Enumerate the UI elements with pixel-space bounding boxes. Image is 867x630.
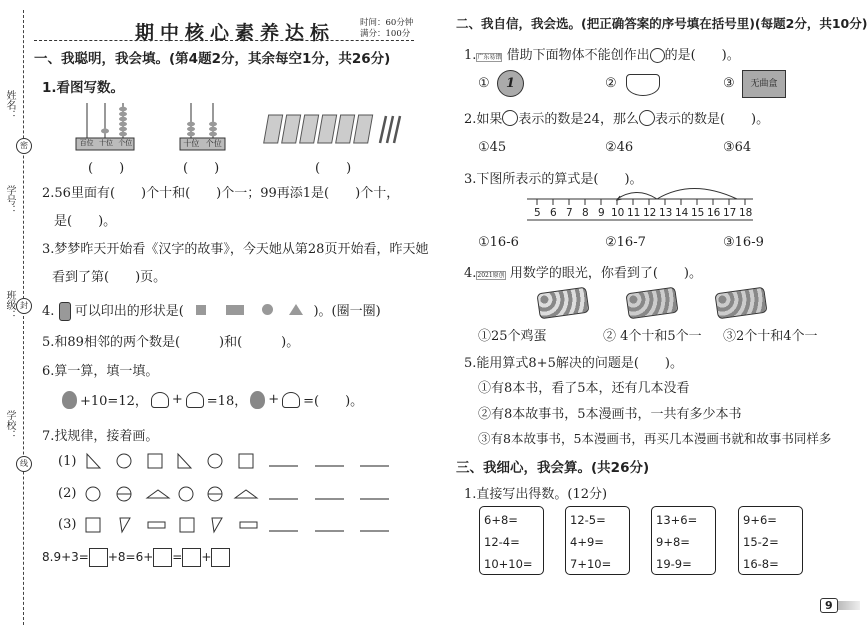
tick-label: 13 bbox=[659, 207, 673, 219]
row-label: (3) bbox=[58, 517, 77, 532]
question-4 bbox=[42, 300, 381, 321]
q-text: 借助下面物体不能创作出 bbox=[506, 48, 650, 63]
tag-label: 2021原创 bbox=[477, 272, 505, 279]
circle-icon bbox=[650, 48, 665, 63]
tick-label: 11 bbox=[627, 207, 641, 219]
exam-time: 时间：60分钟 bbox=[360, 18, 414, 28]
option[interactable]: ③2个十和4个一 bbox=[723, 329, 818, 344]
calc-item[interactable]: 9+6= bbox=[743, 513, 777, 527]
option-label[interactable]: ② bbox=[605, 76, 617, 91]
option[interactable]: ①45 bbox=[478, 140, 507, 155]
tag-label: 广东易错 bbox=[477, 54, 502, 61]
section-3-question-1: 1.直接写出得数。(12分) bbox=[464, 487, 608, 502]
basket-icon bbox=[282, 392, 300, 408]
calc-item[interactable]: 12-5= bbox=[570, 513, 606, 527]
eq-text: =( )。 bbox=[303, 394, 364, 409]
bag-icon bbox=[62, 391, 77, 409]
answer-paren[interactable]: ( ) bbox=[315, 161, 352, 176]
q-text: )。(圈一圈) bbox=[313, 304, 381, 319]
r-question-4 bbox=[464, 262, 702, 281]
student-id-label: 学号： bbox=[4, 185, 15, 215]
row-label: (1) bbox=[58, 454, 77, 469]
option[interactable]: ③有8本故事书，5本漫画书，再买几本漫画书就和故事书同样多 bbox=[478, 431, 832, 446]
calc-item[interactable]: 9+8= bbox=[656, 535, 690, 549]
option[interactable]: ③64 bbox=[723, 140, 752, 155]
title-divider bbox=[34, 40, 414, 41]
q-text: 2.如果 bbox=[464, 112, 503, 127]
cylinder-icon bbox=[59, 302, 71, 321]
tick-label: 17 bbox=[723, 207, 737, 219]
tick-label: 5 bbox=[534, 207, 541, 219]
q-number: 1. bbox=[464, 48, 477, 63]
calc-item[interactable]: 16-8= bbox=[743, 557, 779, 571]
calc-item[interactable]: 7+10= bbox=[570, 557, 612, 571]
answer-box[interactable] bbox=[89, 548, 108, 567]
stick-bundles-image bbox=[266, 113, 406, 148]
coin-image: 1 bbox=[497, 70, 524, 97]
option[interactable]: ②有8本故事书，5本漫画书，一共有多少本书 bbox=[478, 407, 742, 422]
tick-label: 7 bbox=[566, 207, 573, 219]
egg-tray-image bbox=[625, 287, 678, 320]
question-6-equation bbox=[62, 390, 363, 409]
q-number: 4. bbox=[42, 304, 55, 319]
calc-item[interactable]: 15-2= bbox=[743, 535, 779, 549]
place-label: 百位 bbox=[79, 139, 94, 147]
place-label: 个位 bbox=[118, 139, 133, 147]
answer-box[interactable] bbox=[182, 548, 201, 567]
question-2-cont: 是( )。 bbox=[54, 214, 117, 229]
row-label: (2) bbox=[58, 486, 77, 501]
triangle-option[interactable] bbox=[289, 304, 303, 315]
place-label: 十位 bbox=[98, 139, 113, 147]
box-image: 无曲盒 bbox=[742, 70, 786, 98]
question-3-cont: 看到了第( )页。 bbox=[52, 270, 167, 285]
option-label[interactable]: ③ bbox=[723, 76, 735, 91]
seal-mark: 封 bbox=[16, 298, 32, 314]
eq-text: =18， bbox=[206, 394, 248, 409]
eq-text: +10=12， bbox=[80, 394, 148, 409]
bag-icon bbox=[250, 391, 265, 409]
calc-item[interactable]: 10+10= bbox=[484, 557, 533, 571]
tick-label: 16 bbox=[707, 207, 721, 219]
tick-label: 12 bbox=[643, 207, 657, 219]
calc-item[interactable]: 4+9= bbox=[570, 535, 604, 549]
section-2-heading: 二、我自信，我会选。(把正确答案的序号填在括号里)(每题2分，共10分) bbox=[456, 16, 867, 31]
section-3-heading: 三、我细心，我会算。(共26分) bbox=[456, 460, 650, 476]
question-8 bbox=[42, 548, 230, 567]
q-text: 表示的数是24，那么 bbox=[518, 112, 639, 127]
egg-tray-image bbox=[536, 287, 589, 320]
exam-score: 满分：100分 bbox=[360, 29, 411, 39]
answer-paren[interactable]: ( ) bbox=[88, 161, 125, 176]
calc-box bbox=[651, 506, 716, 575]
calc-box bbox=[738, 506, 803, 575]
q-text: 的是( )。 bbox=[664, 48, 740, 63]
answer-box[interactable] bbox=[153, 548, 172, 567]
question-5: 5.和89相邻的两个数是( )和( )。 bbox=[42, 335, 300, 350]
seal-mark: 线 bbox=[16, 456, 32, 472]
option-label[interactable]: ① bbox=[478, 76, 490, 91]
rectangle-option[interactable] bbox=[226, 305, 244, 315]
bowl-image bbox=[626, 74, 660, 96]
eq-text: = bbox=[172, 550, 183, 564]
abacus-face-icon bbox=[502, 110, 518, 126]
q-text: 可以印出的形状是( bbox=[74, 304, 184, 319]
calc-box bbox=[565, 506, 630, 575]
option[interactable]: ③16-9 bbox=[723, 235, 764, 250]
q-text: 表示的数是( )。 bbox=[654, 112, 770, 127]
section-1-heading: 一、我聪明，我会填。(第4题2分，其余每空1分，共26分) bbox=[34, 51, 391, 67]
r-question-5: 5.能用算式8+5解决的问题是( )。 bbox=[464, 356, 683, 371]
abacus-face-icon bbox=[639, 110, 655, 126]
r-question-3: 3.下图所表示的算式是( )。 bbox=[464, 172, 643, 187]
square-option[interactable] bbox=[196, 305, 206, 315]
question-7: 7.找规律，接着画。 bbox=[42, 429, 159, 444]
question-1: 1.看图写数。 bbox=[42, 80, 125, 96]
tick-label: 18 bbox=[739, 207, 753, 219]
question-3: 3.梦梦昨天开始看《汉字的故事》，今天她从第28页开始看，昨天她 bbox=[42, 242, 429, 257]
calc-item[interactable]: 13+6= bbox=[656, 513, 698, 527]
school-label: 学校： bbox=[4, 410, 15, 440]
eq-text: + bbox=[171, 392, 183, 407]
tick-label: 15 bbox=[691, 207, 705, 219]
question-2: 2.56里面有( )个十和( )个一；99再添1是( )个十， bbox=[42, 186, 400, 201]
eq-text: 8.9+3= bbox=[42, 550, 89, 564]
basket-icon bbox=[186, 392, 204, 408]
answer-paren[interactable]: ( ) bbox=[183, 161, 220, 176]
egg-tray-image bbox=[714, 287, 767, 320]
q-number: 4. bbox=[464, 266, 477, 281]
option[interactable]: ②16-7 bbox=[605, 235, 646, 250]
tick-label: 8 bbox=[582, 207, 589, 219]
place-label: 十位 bbox=[183, 139, 200, 148]
page-number: 9 bbox=[820, 598, 838, 613]
option[interactable]: ②46 bbox=[605, 140, 634, 155]
abacus-2-labels bbox=[180, 138, 225, 149]
page-title: 期中核心素养达标 bbox=[135, 22, 336, 44]
option[interactable]: ①有8本书，看了5本，还有几本没看 bbox=[478, 381, 690, 396]
calc-item[interactable]: 12-4= bbox=[484, 535, 520, 549]
question-6: 6.算一算，填一填。 bbox=[42, 364, 159, 379]
eq-text: +8=6+ bbox=[107, 550, 154, 564]
calc-item[interactable]: 19-9= bbox=[656, 557, 692, 571]
q-text: 用数学的眼光，你看到了( )。 bbox=[509, 266, 702, 281]
page-tab-decoration bbox=[838, 601, 860, 610]
answer-box[interactable] bbox=[211, 548, 230, 567]
tick-label: 6 bbox=[550, 207, 557, 219]
calc-box bbox=[479, 506, 544, 575]
basket-icon bbox=[151, 392, 169, 408]
eq-text: + bbox=[268, 392, 280, 407]
option[interactable]: ② 4个十和5个一 bbox=[603, 329, 702, 344]
tick-label: 9 bbox=[598, 207, 605, 219]
r-question-2 bbox=[464, 108, 769, 127]
place-label: 个位 bbox=[205, 139, 222, 148]
tick-label: 14 bbox=[675, 207, 689, 219]
seal-line bbox=[23, 10, 24, 625]
class-label: 班级： bbox=[4, 290, 15, 320]
seal-mark: 密 bbox=[16, 138, 32, 154]
pattern-shapes bbox=[80, 450, 420, 550]
tick-label: 10 bbox=[611, 207, 625, 219]
eq-text: + bbox=[201, 550, 212, 564]
calc-item[interactable]: 6+8= bbox=[484, 513, 518, 527]
r-question-1 bbox=[464, 44, 740, 63]
circle-option[interactable] bbox=[262, 304, 273, 315]
abacus-1-labels bbox=[77, 138, 135, 148]
option[interactable]: ①16-6 bbox=[478, 235, 519, 250]
name-label: 姓名： bbox=[4, 90, 15, 120]
option[interactable]: ①25个鸡蛋 bbox=[478, 329, 547, 344]
